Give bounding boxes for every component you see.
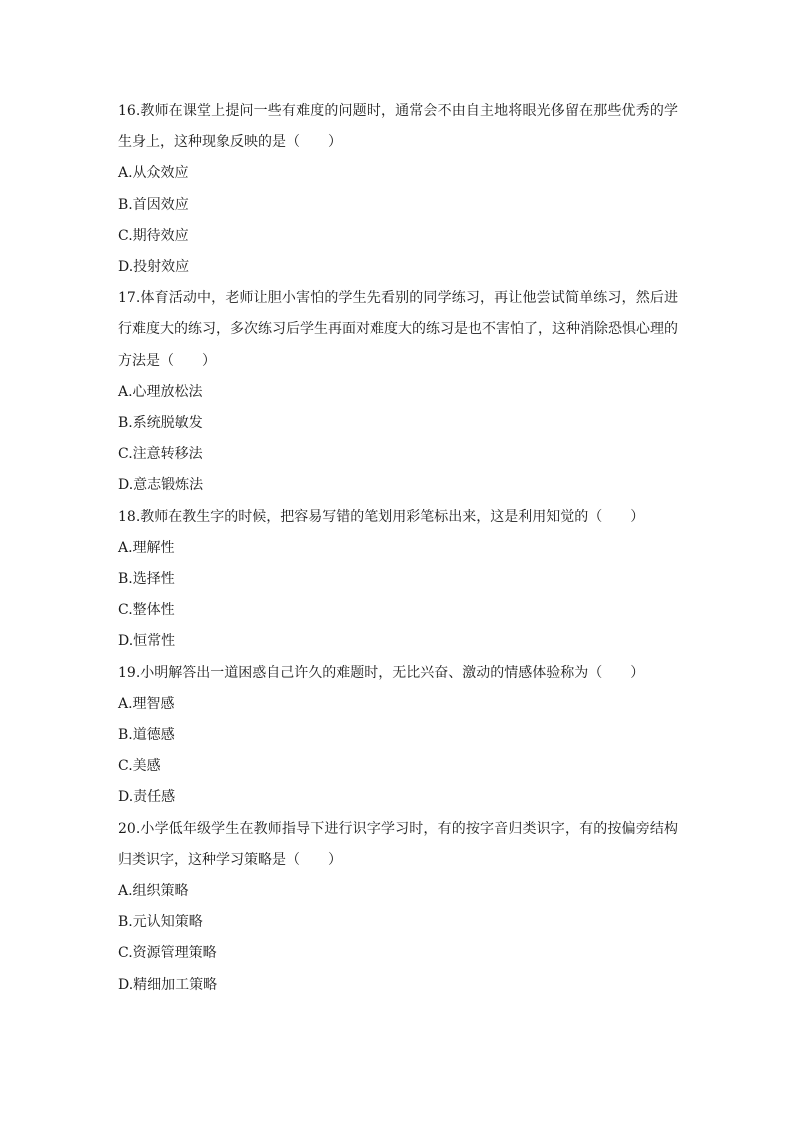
option-d: D.责任感 bbox=[118, 789, 176, 806]
option-a: A.理解性 bbox=[118, 539, 175, 556]
question-stem: 20.小学低年级学生在教师指导下进行识字学习时，有的按字音归类识字，有的按偏旁结构归类识字，这种学习策略是（ ） bbox=[118, 820, 678, 868]
option-d: D.意志锻炼法 bbox=[118, 477, 204, 494]
option-c: C.整体性 bbox=[118, 602, 175, 619]
option-a: A.组织策略 bbox=[118, 883, 189, 900]
option-a: A.心理放松法 bbox=[118, 383, 203, 400]
option-d: D.投射效应 bbox=[118, 259, 190, 276]
option-c: C.注意转移法 bbox=[118, 446, 203, 463]
option-b: B.首因效应 bbox=[118, 196, 189, 213]
option-b: B.元认知策略 bbox=[118, 914, 203, 931]
question-20 bbox=[118, 814, 678, 1001]
question-18 bbox=[118, 502, 678, 658]
question-stem: 18.教师在教生字的时候，把容易写错的笔划用彩笔标出来，这是利用知觉的（ ） bbox=[118, 508, 645, 525]
question-stem: 16.教师在课堂上提问一些有难度的问题时，通常会不由自主地将眼光侈留在那些优秀的学生身上，这种现象反映的是（ ） bbox=[118, 103, 678, 151]
option-c: C.期待效应 bbox=[118, 227, 189, 244]
option-a: A.从众效应 bbox=[118, 165, 189, 182]
option-b: B.系统脱敏发 bbox=[118, 415, 203, 432]
option-c: C.资源管理策略 bbox=[118, 945, 217, 962]
option-b: B.选择性 bbox=[118, 571, 175, 588]
option-d: D.恒常性 bbox=[118, 633, 176, 650]
question-stem: 19.小明解答出一道困惑自己许久的难题时，无比兴奋、激动的情感体验称为（ ） bbox=[118, 664, 645, 681]
option-d: D.精细加工策略 bbox=[118, 976, 218, 993]
question-19 bbox=[118, 658, 678, 814]
option-c: C.美感 bbox=[118, 758, 161, 775]
question-17 bbox=[118, 283, 678, 501]
option-a: A.理智感 bbox=[118, 695, 175, 712]
option-b: B.道德感 bbox=[118, 727, 175, 744]
exam-page bbox=[118, 96, 678, 1001]
question-16 bbox=[118, 96, 678, 283]
question-stem: 17.体育活动中，老师让胆小害怕的学生先看别的同学练习，再让他尝试简单练习，然后进行难度大的练习，多次练习后学生再面对难度大的练习是也不害怕了，这种消除恐惧心理的方法是（ ） bbox=[118, 290, 678, 369]
